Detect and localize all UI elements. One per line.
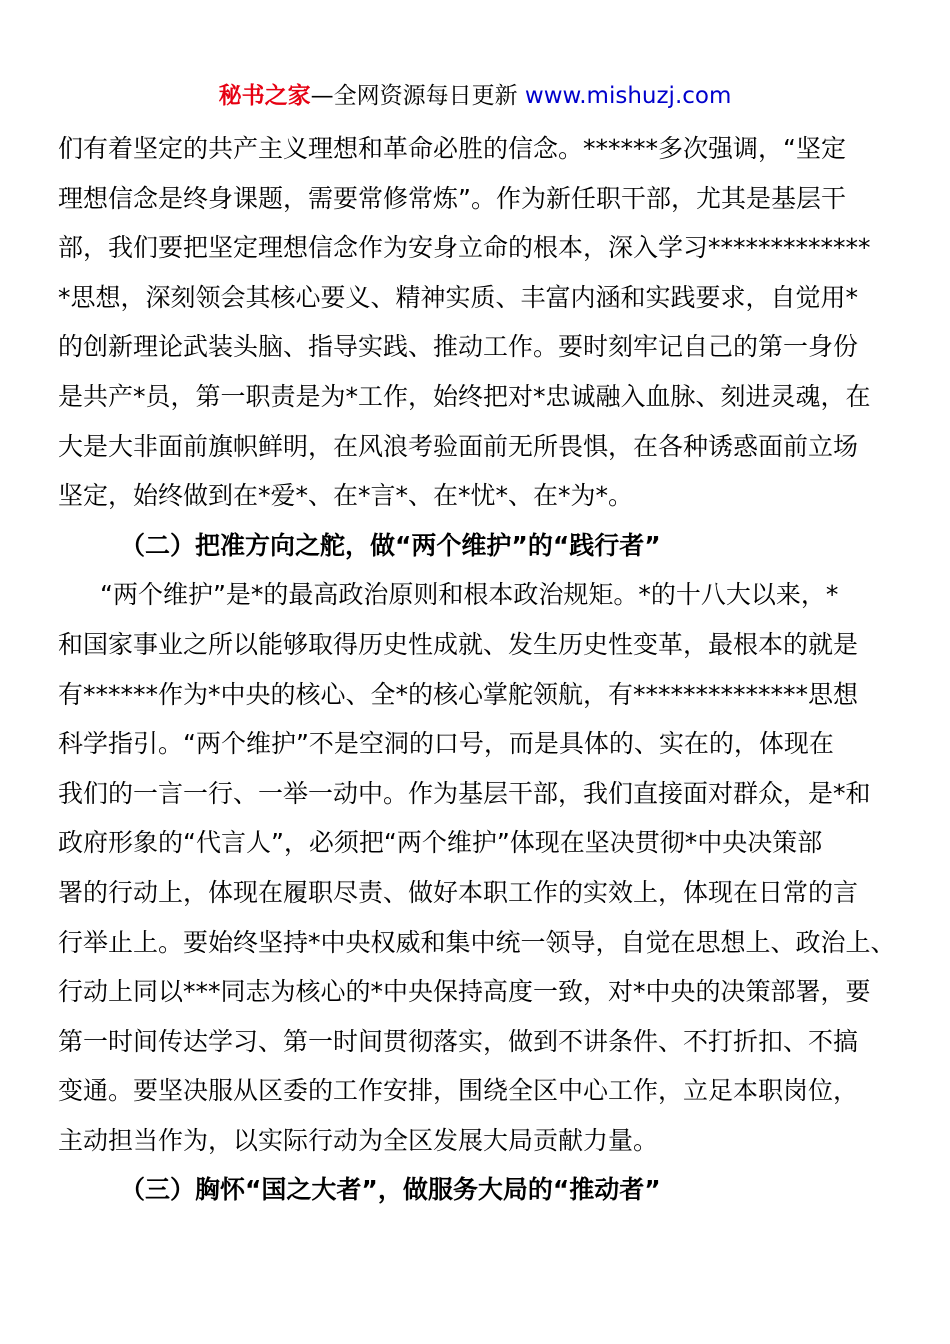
header-tagline: —全网资源每日更新 <box>310 83 525 109</box>
body-text-line: *思想，深刻领会其核心要义、精神实质、丰富内涵和实践要求，自觉用* <box>58 282 859 312</box>
body-text-line: 是共产*员，第一职责是为*工作，始终把对*忠诚融入血脉、刻进灵魂，在 <box>58 381 871 411</box>
body-text-line: 行举止上。要始终坚持*中央权威和集中统一领导，自觉在思想上、政治上、 <box>58 927 896 957</box>
body-text-line: 我们的一言一行、一举一动中。作为基层干部，我们直接面对群众，是*和 <box>58 778 871 808</box>
body-text-line: 和国家事业之所以能够取得历史性成就、发生历史性变革，最根本的就是 <box>58 629 859 659</box>
body-text-line: 科学指引。“两个维护”不是空洞的口号，而是具体的、实在的，体现在 <box>58 729 834 759</box>
body-text-line: 署的行动上，体现在履职尽责、做好本职工作的实效上，体现在日常的言 <box>58 877 859 907</box>
paragraph-first-line: “两个维护”是*的最高政治原则和根本政治规矩。*的十八大以来，* <box>100 580 839 610</box>
body-text-line: 第一时间传达学习、第一时间贯彻落实，做到不讲条件、不打折扣、不搞 <box>58 1026 859 1056</box>
body-text-line: 们有着坚定的共产主义理想和革命必胜的信念。******多次强调，“坚定 <box>58 134 846 163</box>
body-text-line: 主动担当作为，以实际行动为全区发展大局贡献力量。 <box>58 1125 659 1155</box>
body-text-line: 行动上同以***同志为核心的*中央保持高度一致，对*中央的决策部署，要 <box>58 977 871 1007</box>
body-text-line: 的创新理论武装头脑、指导实践、推动工作。要时刻牢记自己的第一身份 <box>58 332 859 362</box>
site-url-link[interactable]: www.mishuzj.com <box>524 83 732 109</box>
body-text-line: 坚定，始终做到在*爱*、在*言*、在*忧*、在*为*。 <box>58 481 634 511</box>
section-heading: （二）把准方向之舵，做“两个维护”的“践行者” <box>120 530 661 560</box>
document-body <box>58 124 898 1215</box>
page-header <box>0 80 950 112</box>
body-text-line: 部，我们要把坚定理想信念作为安身立命的根本，深入学习************* <box>58 233 871 263</box>
body-text-line: 理想信念是终身课题，需要常修常炼”。作为新任职干部，尤其是基层干 <box>58 183 846 213</box>
body-text-line: 大是大非面前旗帜鲜明，在风浪考验面前无所畏惧，在各种诱惑面前立场 <box>58 431 859 461</box>
body-text-line: 政府形象的“代言人”，必须把“两个维护”体现在坚决贯彻*中央决策部 <box>58 828 823 858</box>
section-heading: （三）胸怀“国之大者”，做服务大局的“推动者” <box>120 1175 661 1205</box>
brand-name: 秘书之家 <box>218 83 311 109</box>
body-text-line: 变通。要坚决服从区委的工作安排，围绕全区中心工作，立足本职岗位， <box>58 1076 859 1106</box>
body-text-line: 有******作为*中央的核心、全*的核心掌舵领航，有**************思想 <box>58 679 859 709</box>
